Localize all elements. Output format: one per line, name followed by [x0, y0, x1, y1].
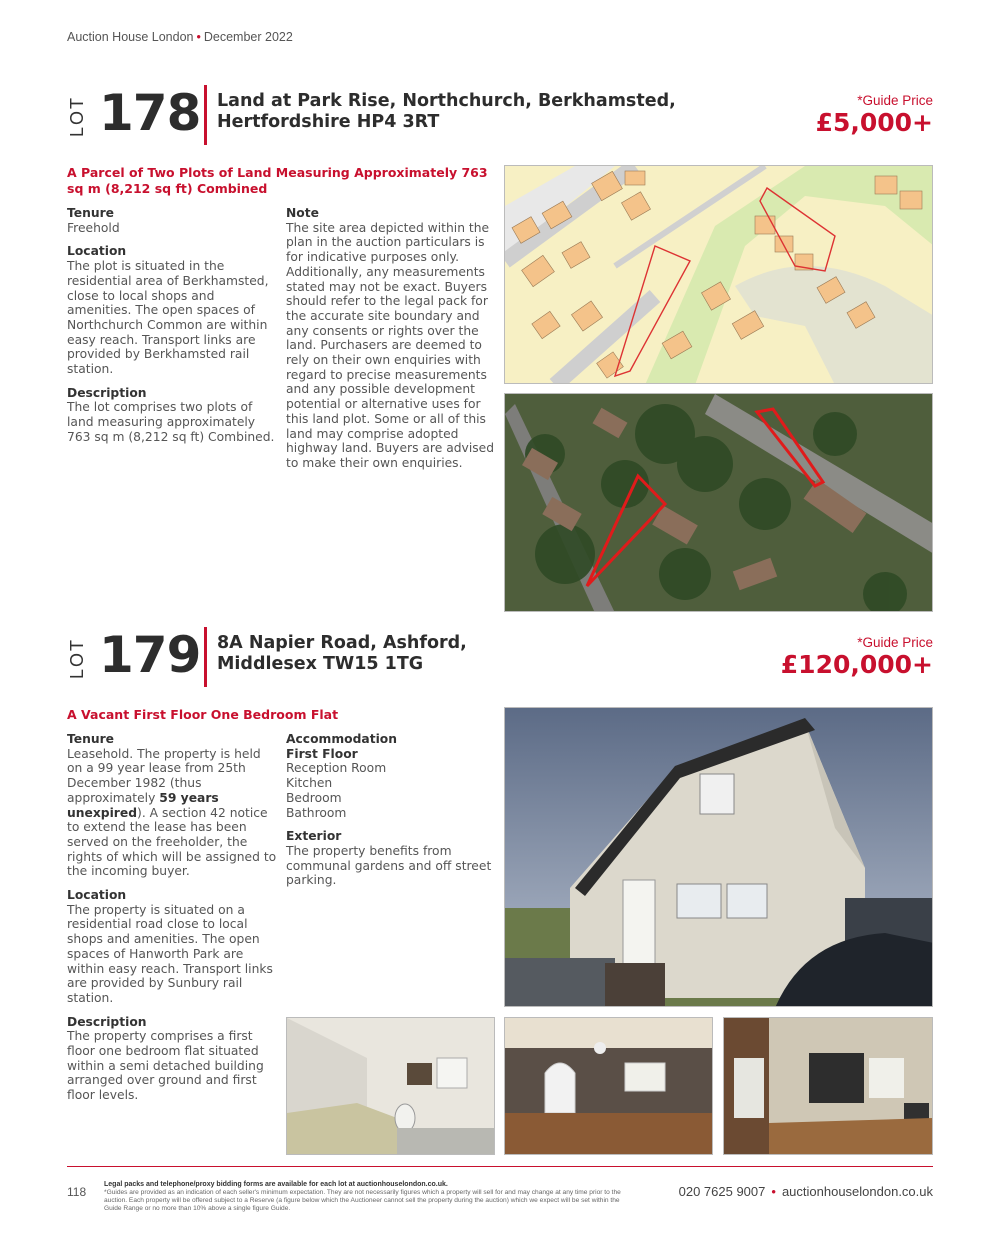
- room-item: Bathroom: [286, 805, 347, 820]
- tenure-title: Tenure: [67, 206, 115, 220]
- aerial-photo: [504, 393, 933, 612]
- website-link[interactable]: auctionhouselondon.co.uk: [781, 1184, 933, 1199]
- guide-price-label: *Guide Price: [857, 93, 933, 108]
- kitchen-photo-drawing: [724, 1018, 933, 1155]
- lot-178-column-left: [67, 206, 277, 454]
- location-title: Location: [67, 244, 127, 259]
- room-item: Reception Room: [286, 761, 387, 776]
- tenure-text: [67, 747, 279, 879]
- location-text: The plot is situated in the residential area of Berkhamsted, close to local shops and amenities. The open spaces of Northchurch Common are within easy reach. Transport links are provided by Berkhamsted rail station.: [67, 259, 269, 377]
- lot-divider-bar: [204, 627, 207, 687]
- bathroom-photo-drawing: [287, 1018, 495, 1155]
- description-section: [67, 386, 277, 445]
- publisher-name: Auction House London: [67, 30, 194, 44]
- aerial-photo-drawing: [505, 394, 933, 612]
- legal-notice: [104, 1181, 634, 1213]
- exterior-title: Exterior: [286, 829, 342, 844]
- footer-contact: [679, 1184, 933, 1199]
- accommodation-section: [286, 732, 496, 820]
- legal-line-1: Legal packs and telephone/proxy bidding forms are available for each lot at auctionhouselondon.co.uk.: [104, 1181, 448, 1188]
- tenure-text-a: Leasehold. The property is held on a 99 year lease from 25th December 1982 (thus approximately: [67, 746, 261, 805]
- description-title: Description: [67, 1014, 147, 1029]
- lot-178-column-right: [286, 206, 496, 480]
- location-text: The property is situated on a residential road close to local shops and amenities. The open spaces of Hanworth Park are within easy reach. Transport links are provided by Sunbury rail station.: [67, 902, 273, 1005]
- exterior-photo-drawing: [505, 708, 933, 1007]
- location-section: [67, 244, 277, 376]
- kitchen-photo: [723, 1017, 933, 1155]
- reception-room-photo-drawing: [505, 1018, 713, 1155]
- lot-word: LOT: [67, 637, 87, 679]
- room-item: Kitchen: [286, 776, 333, 791]
- page-number: 118: [67, 1185, 87, 1199]
- tenure-text: Freehold: [67, 220, 120, 235]
- lot-179-column-right: [286, 732, 496, 897]
- lot-179-guide: [781, 635, 933, 680]
- exterior-text: The property benefits from communal gardens and off street parking.: [286, 843, 492, 888]
- guide-price-value: £120,000+: [780, 650, 933, 679]
- note-section: [286, 206, 496, 471]
- tenure-text-bold: 59 years unexpired: [67, 790, 219, 820]
- description-title: Description: [67, 385, 147, 400]
- note-text: The site area depicted within the plan in the auction particulars is for indicative purposes only. Additionally, any measurements stated may not be exact. Buyers should refer to the legal pack for the accurate site boundary and any consents or rights over the land. Purchasers are deemed to rely on their own enquiries with regard to precise measurements and any possible development potential or alternative uses for this land plot. Some or all of this land may comprise adopted highway land. Buyers are advised to make their own enquiries.: [286, 220, 495, 470]
- description-section: [67, 1015, 279, 1103]
- page-header: [67, 30, 293, 44]
- lot-number: 179: [99, 626, 201, 684]
- guide-price-label: *Guide Price: [857, 635, 933, 650]
- lot-179-column-left: [67, 732, 279, 1112]
- lot-178-guide: [816, 93, 933, 138]
- room-item: Bedroom: [286, 790, 342, 805]
- property-exterior-photo: [504, 707, 933, 1007]
- description-text: The lot comprises two plots of land measuring approximately 763 sq m (8,212 sq ft) Combined.: [67, 400, 275, 444]
- location-title: Location: [67, 888, 127, 903]
- location-section: [67, 888, 279, 1006]
- accommodation-title: Accommodation: [286, 732, 398, 746]
- contact-dot: •: [771, 1184, 776, 1199]
- lot-word: LOT: [67, 95, 87, 137]
- address-line-2: Hertfordshire HP4 3RT: [217, 112, 440, 132]
- lot-179-subheading: A Vacant First Floor One Bedroom Flat: [67, 707, 339, 722]
- guide-price-value: £5,000+: [815, 108, 933, 137]
- header-dot: •: [196, 30, 201, 44]
- site-plan-map: [504, 165, 933, 384]
- address-line-2: Middlesex TW15 1TG: [217, 654, 424, 674]
- tenure-title: Tenure: [67, 732, 115, 746]
- note-title: Note: [286, 206, 319, 220]
- phone-number: 020 7625 9007: [678, 1184, 766, 1199]
- description-text: The property comprises a first floor one bedroom flat situated within a semi detached building arranged over ground and first floor levels.: [67, 1029, 264, 1103]
- address-line-1: Land at Park Rise, Northchurch, Berkhamsted,: [217, 91, 676, 111]
- lot-number: 178: [99, 84, 201, 142]
- lot-address: [217, 91, 737, 133]
- tenure-section: [67, 206, 277, 235]
- address-line-1: 8A Napier Road, Ashford,: [217, 633, 467, 653]
- exterior-section: [286, 829, 496, 888]
- site-plan-drawing: [505, 166, 933, 384]
- footer-rule: [67, 1166, 933, 1167]
- issue-date: December 2022: [203, 30, 293, 44]
- tenure-text-b: ). A section 42 notice to extend the lease has been served on the freeholder, the rights of which will be assigned to the incoming buyer.: [67, 805, 277, 879]
- legal-line-2: *Guides are provided as an indication of each seller's minimum expectation. They are not necessarily figures which a property will sell for and may change at any time prior to the auction. Each property will be offered subject to a Reserve (a figure below which the Auctioneer cannot sell the property during the auction) which we expect will be set within the Guide Range or no more than 10% above a single figure Guide.: [104, 1189, 621, 1212]
- lot-178-subheading: A Parcel of Two Plots of Land Measuring Approximately 763 sq m (8,212 sq ft) Combined: [67, 165, 488, 196]
- tenure-section: [67, 732, 279, 879]
- lot-divider-bar: [204, 85, 207, 145]
- bathroom-photo: [286, 1017, 495, 1155]
- lot-address: [217, 633, 737, 675]
- reception-room-photo: [504, 1017, 713, 1155]
- floor-title: First Floor: [286, 746, 358, 761]
